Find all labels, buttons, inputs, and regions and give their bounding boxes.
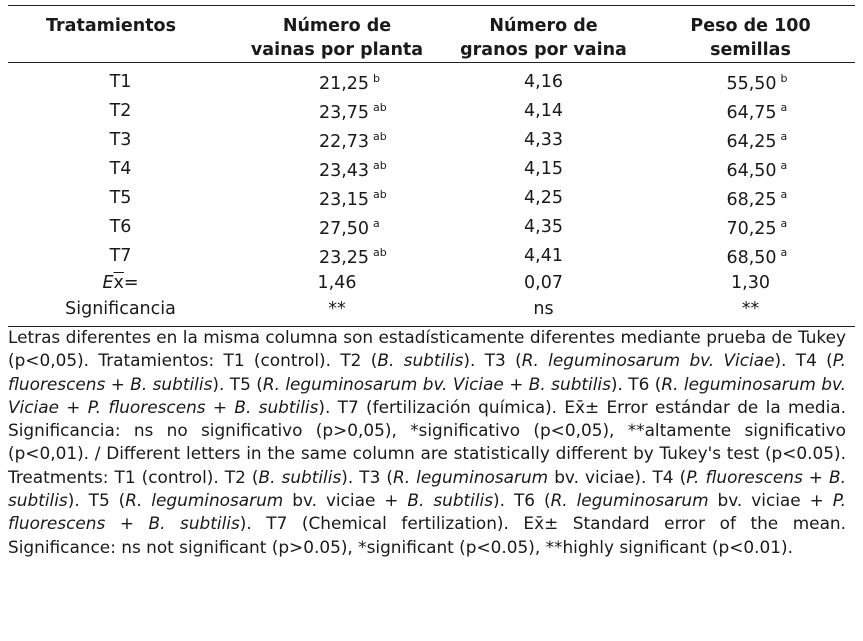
weight-tukey-letter: a [780,101,788,114]
table-row-se [8,270,855,296]
caption-italic-segment: R. leguminosarum bv. Viciae [521,350,775,371]
table-row [8,154,855,183]
grains-cell: 4,41 [524,245,563,266]
caption-segment: bv. viciae + [708,490,833,511]
caption-segment: ). T3 ( [341,466,393,487]
header-pods-per-plant [233,6,441,63]
grains-cell: 4,16 [524,71,563,92]
pods-tukey-letter: ab [373,159,387,172]
weight-value: 68,50 [726,248,777,268]
header-grains-per-pod [441,6,646,63]
weight-tukey-letter: a [780,246,788,259]
caption-segment: ). T4 ( [774,350,833,371]
caption-segment: Letras diferentes en la misma columna son estadísticamente diferentes mediante prueba de Tukey (p<0,05). Tratamientos: T1 (control). T2 ( [8,327,846,371]
treatment-cell: T2 [109,100,132,121]
sig-grains: ns [441,296,646,326]
header-weight-line1: Peso de 100 [690,16,811,36]
weight-cell [646,212,855,241]
table-row [8,125,855,154]
weight-tukey-letter: b [780,72,788,85]
pods-value: 23,25 [318,248,370,268]
pods-value: 23,75 [318,103,370,123]
caption-italic-segment: P. fluorescens + B. subtilis [8,466,846,511]
caption-segment: ). T7 (Chemical fertilization). Ex̄± Standard error of the mean. Significance: ns not significant (p>0.05), *significant (p<0.05), **highly significant (p<0.01). [8,513,846,557]
caption-italic-segment: P. fluorescens + B. subtilis [8,490,846,534]
header-grains-line2: granos por vaina [460,40,627,60]
sig-pods: ** [233,296,441,326]
table-row-significance [8,296,855,326]
header-treatments: Tratamientos [8,6,233,63]
weight-value: 55,50 [726,74,777,94]
pods-value: 27,50 [318,219,370,239]
treatment-cell: T5 [109,187,132,208]
caption-italic-segment: R. leguminosarum [550,490,709,511]
weight-cell [646,154,855,183]
se-label-e: E [102,273,114,294]
treatment-cell: T6 [109,216,132,237]
table-header-row [8,6,855,63]
pods-tukey-letter: ab [373,130,387,143]
table-row [8,183,855,212]
table-row [8,96,855,125]
se-label-eq: = [123,273,139,294]
caption-italic-segment: B. subtilis [377,350,464,371]
weight-value: 70,25 [726,219,777,239]
treatment-cell: T7 [109,245,132,266]
pods-value: 23,43 [318,161,370,181]
caption-italic-segment: R. leguminosarum bv. Viciae + B. subtilis [262,373,611,394]
grains-cell: 4,14 [524,100,563,121]
weight-value: 64,50 [726,161,777,181]
weight-value: 68,25 [726,190,777,210]
se-weight: 1,30 [731,273,770,294]
treatment-cell: T3 [109,129,132,150]
sig-label: Significancia [8,296,233,326]
pods-value: 23,15 [318,190,370,210]
table-row [8,212,855,241]
caption-segment: ). T5 ( [67,490,126,511]
grains-cell: 4,15 [524,158,563,179]
pods-tukey-letter: ab [373,246,387,259]
pods-cell [233,183,441,212]
se-label-xbar: $\overline{x}$ [113,273,124,294]
caption-segment: ). T7 (fertilización química). Ex̄± Error estándar de la media. Significancia: ns no significativo (p>0,05), *significativo (p<0,05), **altamente significativo (p<0,01). / Different letters in the same column are statistically different by Tukey's test (p<0.05). Treatments: T1 (control). T2 ( [8,396,846,487]
header-seed-weight [646,6,855,63]
caption-segment: ). T5 ( [212,373,263,394]
pods-cell [233,241,441,270]
pods-value: 22,73 [318,132,370,152]
pods-cell [233,63,441,97]
treatment-cell: T1 [109,71,132,92]
caption-italic-segment: B. subtilis [258,466,342,487]
weight-value: 64,25 [726,132,777,152]
header-pods-line2: vainas por planta [250,40,424,60]
table-caption [8,326,846,559]
header-weight-line2: semillas [710,40,791,60]
pods-value: 21,25 [318,74,370,94]
pods-cell [233,212,441,241]
grains-cell: 4,35 [524,216,563,237]
caption-segment: bv. viciae + [283,490,408,511]
caption-italic-segment: R. leguminosarum [393,466,549,487]
weight-tukey-letter: a [780,130,788,143]
se-grains: 0,07 [524,273,563,294]
pods-cell [233,154,441,183]
caption-italic-segment: R. leguminosarum bv. Viciae + P. fluorescens + B. subtilis [8,373,846,417]
se-pods: 1,46 [317,273,357,294]
caption-segment: ). T3 ( [463,350,522,371]
pods-tukey-letter: b [373,72,381,85]
se-label [8,270,233,296]
weight-tukey-letter: a [780,188,788,201]
sig-weight: ** [646,296,855,326]
weight-cell [646,125,855,154]
header-pods-line1: Número de [282,16,392,36]
caption-segment: ). T6 ( [610,373,662,394]
results-table [8,5,855,327]
table-row [8,63,855,97]
pods-tukey-letter: ab [373,101,387,114]
grains-cell: 4,25 [524,187,563,208]
pods-cell [233,125,441,154]
weight-value: 64,75 [726,103,777,123]
weight-cell [646,63,855,97]
treatment-cell: T4 [109,158,132,179]
caption-segment: bv. viciae). T4 ( [548,466,687,487]
pods-tukey-letter: ab [373,188,387,201]
weight-cell [646,241,855,270]
pods-cell [233,96,441,125]
caption-italic-segment: B. subtilis [407,490,494,511]
table-body [8,63,855,327]
grains-cell: 4,33 [524,129,563,150]
weight-cell [646,183,855,212]
caption-segment: ). T6 ( [493,490,551,511]
header-grains-line1: Número de [489,16,598,36]
table-row [8,241,855,270]
weight-tukey-letter: a [780,159,788,172]
weight-tukey-letter: a [780,217,788,230]
weight-cell [646,96,855,125]
pods-tukey-letter: a [373,217,380,230]
caption-italic-segment: R. leguminosarum [125,490,284,511]
caption-italic-segment: P. fluorescens + B. subtilis [8,350,847,394]
